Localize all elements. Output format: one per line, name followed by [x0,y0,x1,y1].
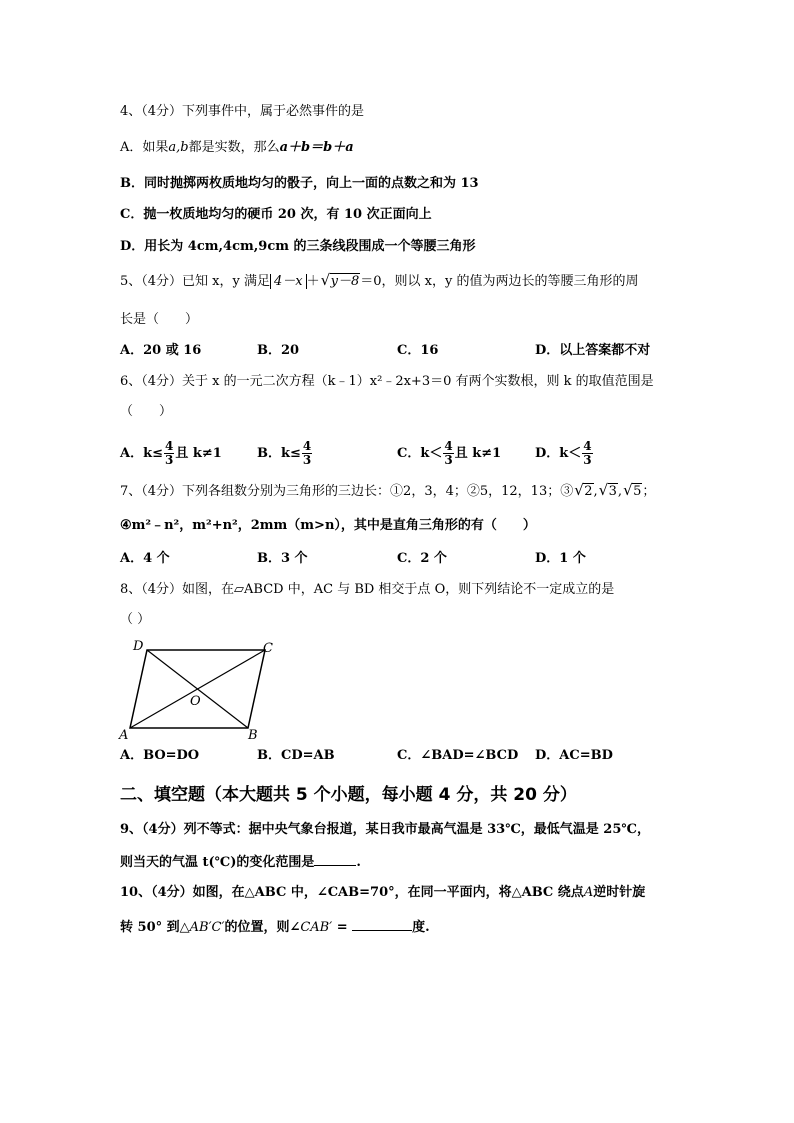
q7-stem-end: ； [642,484,656,499]
q4-option-b: B．同时抛掷两枚质地均匀的骰子，向上一面的点数之和为 13 [120,176,479,191]
q7-option-a: A．4 个 [120,551,170,566]
q4-option-a [120,138,354,158]
label-a: A [119,728,129,743]
q5-sqrt-expr: y－8 [330,274,360,289]
q5-plus: ＋ [306,274,320,289]
q9-line2-post: . [356,855,361,870]
q7-sqrt-2 [599,482,618,502]
frac-den: 3 [583,453,592,467]
q6-option-a [120,440,222,467]
q7-r1: 2 [584,484,593,499]
frac-num: 4 [302,439,312,453]
frac-num: 4 [165,439,174,453]
q6-a-frac [164,440,174,467]
q4-option-c: C．抛一枚质地均匀的硬币 20 次，有 10 次正面向上 [120,207,432,222]
frac-num: 4 [444,439,453,453]
diagonal-bd [147,650,248,728]
q5-sqrt [321,272,361,292]
q9-line1: 9、（4分）列不等式：据中央气象台报道，某日我市最高气温是 33℃，最低气温是 25℃， [120,822,650,837]
q5-option-d: D．以上答案都不对 [535,343,651,358]
section-title: 二、填空题（本大题共 5 个小题，每小题 4 分，共 20 分） [120,785,577,805]
q7-r2: 3 [608,484,617,499]
q10-line1-post: 逆时针旋 [593,885,646,900]
q8-stem: 8、（4分）如图，在▱ABCD 中，AC 与 BD 相交于点 O，则下列结论不一定成立的是 [120,582,615,597]
frac-den: 3 [165,453,174,467]
q6-d-frac [582,440,592,467]
q8-stem-b: （ ） [120,612,151,627]
label-c: C [263,641,273,656]
q9-line2-pre: 则当天的气温 t(℃)的变化范围是 [120,855,315,870]
frac-den: 3 [444,453,453,467]
q4-a-mid: 都是实数，那么 [188,140,280,155]
frac-num: 4 [583,439,592,453]
label-b: B [248,728,258,743]
q10-line2-eq: = [332,920,353,935]
q5-stem-b: ，则以 x，y 的值为两边长的等腰三角形的周 [381,274,639,289]
q4-option-d: D．用长为 4cm,4cm,9cm 的三条线段围成一个等腰三角形 [120,239,476,254]
q4-stem: 4、（4分）下列事件中，属于必然事件的是 [120,104,365,119]
q10-line2 [120,918,430,938]
q6-option-c [397,440,501,467]
q9-line2 [120,853,361,873]
q10-line2-post: 度. [412,920,430,935]
q7-stem: 7、（4分）下列各组数分别为三角形的三边长：①2，3，4；②5，12，13；③√ 2,√ 3,√ 5； [120,482,655,502]
q10-point-a: A [583,885,594,900]
q7-line2: ④m²﹣n²，m²+n²，2mm（m>n），其中是直角三角形的有（ ） [120,518,536,533]
q4-a-expr: a＋b＝b＋a [279,140,354,155]
q5-option-c: C．16 [397,343,439,358]
q6-d-pre: D．k＜ [535,446,582,461]
q10-triangle: AB′C′ [189,920,225,935]
q4-a-prefix: A．如果 [120,140,169,155]
q8-option-b: B．CD=AB [257,748,335,763]
q4-a-vars: a,b [168,140,189,155]
q5-option-b: B．20 [257,343,300,358]
q5-stem-c: 长是（ ） [120,312,199,327]
q5-option-a: A．20 或 16 [120,343,202,358]
q5-stem [120,272,638,292]
q6-a-post: 且 k≠1 [175,446,222,461]
q6-stem: 6、（4分）关于 x 的一元二次方程（k﹣1）x²﹣2x+3＝0 有两个实数根，则 k 的取值范围是 [120,374,654,389]
parallelogram-figure [115,635,285,745]
q8-option-a: A．BO=DO [120,748,200,763]
q10-line1-pre: 10、（4分）如图，在△ABC 中，∠CAB=70°，在同一平面内，将△ABC 绕点 [120,885,584,900]
label-d: D [133,639,144,654]
q7-option-c: C．2 个 [397,551,447,566]
q6-c-pre: C．k＜ [397,446,443,461]
q6-option-d [535,440,594,467]
q5-abs-expr: 4－x [270,274,307,289]
q6-b-pre: B．k≤ [257,446,301,461]
q10-answer-blank[interactable] [352,930,412,931]
q7-stem-text: 7、（4分）下列各组数分别为三角形的三边长：①2，3，4；②5，12，13；③ [120,484,574,499]
q7-option-b: B．3 个 [257,551,308,566]
q6-c-frac [443,440,453,467]
q5-eq: ＝0 [360,274,382,289]
q10-line2-pre: 转 50° 到△ [120,920,190,935]
q6-stem-b: （ ） [120,404,173,419]
q8-option-c: C．∠BAD=∠BCD [397,748,519,763]
q7-sqrt-3 [623,482,642,502]
q10-line1 [120,883,645,903]
q7-r3: 5 [633,484,642,499]
q5-stem-a: 5、（4分）已知 x，y 满足 [120,274,270,289]
q6-b-frac [302,440,312,467]
q6-option-b [257,440,313,467]
q6-a-pre: A．k≤ [120,446,163,461]
q10-angle: CAB′ [300,920,333,935]
q8-option-d: D．AC=BD [535,748,613,763]
label-o: O [190,694,201,709]
q9-answer-blank[interactable] [314,865,356,866]
q7-sqrt-1 [574,482,593,502]
q7-option-d: D．1 个 [535,551,586,566]
frac-den: 3 [302,453,312,467]
q6-c-post: 且 k≠1 [454,446,502,461]
q10-line2-mid: 的位置，则∠ [224,920,301,935]
